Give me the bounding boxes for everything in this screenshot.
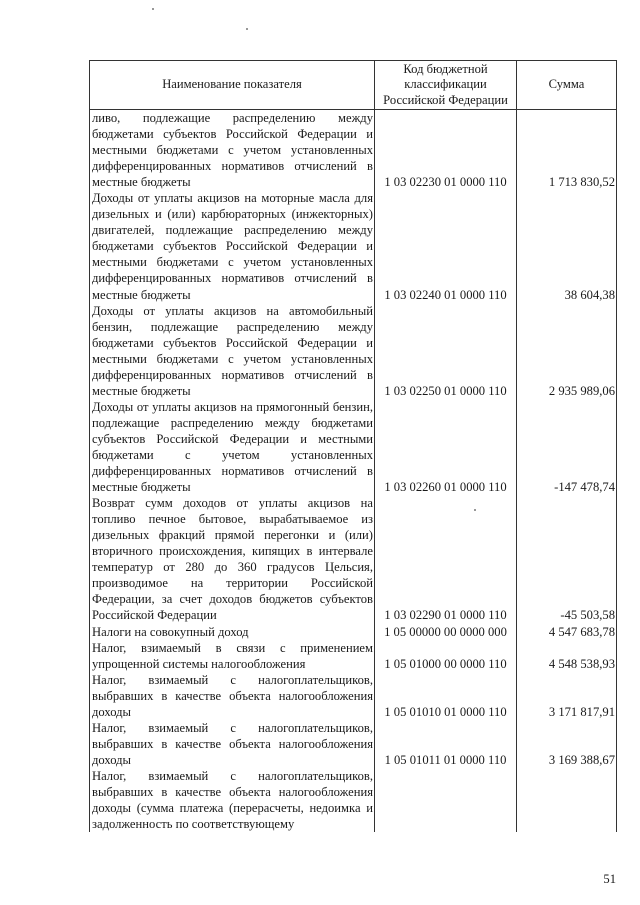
row-sum: 2 935 989,06 [517, 303, 617, 399]
header-row [90, 61, 617, 110]
table-row [90, 624, 617, 640]
header-indicator-name: Наименование показателя [90, 61, 375, 110]
table-row [90, 640, 617, 672]
row-sum: -45 503,58 [517, 495, 617, 623]
table-row [90, 495, 617, 623]
table-row [90, 399, 617, 495]
row-name: Налог, взимаемый с налогоплательщиков, выбравших в качестве объекта налогообложения доходы (сумма платежа (перерасчеты, недоимка и задолженность по соответствующему [90, 768, 375, 832]
row-name: Доходы от уплаты акцизов на моторные масла для дизельных и (или) карбюраторных (инжекторных) двигателей, подлежащие распределению между бюджетами субъектов Российской Федерации и местными бюджетами с учетом установленных дифференцированных нормативов отчислений в местные бюджеты [90, 190, 375, 302]
row-name: Возврат сумм доходов от уплаты акцизов на топливо печное бытовое, вырабатываемое из дизельных фракций прямой перегонки и (или) вторичного происхождения, кипящих в интервале температур от 280 до 360 градусов Цельсия, производимое на территории Российской Федерации, за счет доходов бюджетов субъектов Российской Федерации [90, 495, 375, 623]
scan-speck [246, 28, 248, 30]
page-number: 51 [603, 872, 616, 886]
scan-speck [474, 509, 476, 511]
row-sum [517, 768, 617, 832]
row-sum: 4 547 683,78 [517, 624, 617, 640]
row-code: 1 03 02250 01 0000 110 [375, 303, 517, 399]
table-row [90, 672, 617, 720]
scan-speck [152, 8, 154, 10]
row-sum: 3 171 817,91 [517, 672, 617, 720]
row-code: 1 05 00000 00 0000 000 [375, 624, 517, 640]
row-code: 1 03 02240 01 0000 110 [375, 190, 517, 302]
row-sum: -147 478,74 [517, 399, 617, 495]
row-name: Налог, взимаемый с налогоплательщиков, выбравших в качестве объекта налогообложения доходы [90, 720, 375, 768]
table-row [90, 768, 617, 832]
row-name: ливо, подлежащие распределению между бюджетами субъектов Российской Федерации и местными бюджетами с учетом установленных дифференцированных нормативов отчислений в местные бюджеты [90, 110, 375, 191]
row-sum: 1 713 830,52 [517, 110, 617, 191]
header-budget-code: Код бюджетной классификации Российской Федерации [375, 61, 517, 110]
row-code: 1 03 02230 01 0000 110 [375, 110, 517, 191]
budget-revenue-table [89, 60, 617, 832]
header-sum: Сумма [517, 61, 617, 110]
table-row [90, 110, 617, 191]
table-row [90, 190, 617, 302]
row-name: Доходы от уплаты акцизов на автомобильный бензин, подлежащие распределению между бюджетами субъектов Российской Федерации и местными бюджетами с учетом установленных дифференцированных нормативов отчислений в местные бюджеты [90, 303, 375, 399]
row-code: 1 05 01000 00 0000 110 [375, 640, 517, 672]
row-code: 1 03 02260 01 0000 110 [375, 399, 517, 495]
row-code: 1 05 01010 01 0000 110 [375, 672, 517, 720]
row-sum: 4 548 538,93 [517, 640, 617, 672]
row-name: Доходы от уплаты акцизов на прямогонный бензин, подлежащие распределению между бюджетами субъектов Российской Федерации и местными бюджетами с учетом установленных дифференцированных нормативов отчислений в местные бюджеты [90, 399, 375, 495]
row-code [375, 768, 517, 832]
table-body [90, 110, 617, 833]
row-sum: 3 169 388,67 [517, 720, 617, 768]
row-sum: 38 604,38 [517, 190, 617, 302]
row-name: Налог, взимаемый с налогоплательщиков, выбравших в качестве объекта налогообложения доходы [90, 672, 375, 720]
table-header [90, 61, 617, 110]
row-code: 1 05 01011 01 0000 110 [375, 720, 517, 768]
row-code: 1 03 02290 01 0000 110 [375, 495, 517, 623]
table-row [90, 720, 617, 768]
row-name: Налог, взимаемый в связи с применением упрощенной системы налогообложения [90, 640, 375, 672]
table-row [90, 303, 617, 399]
row-name: Налоги на совокупный доход [90, 624, 375, 640]
